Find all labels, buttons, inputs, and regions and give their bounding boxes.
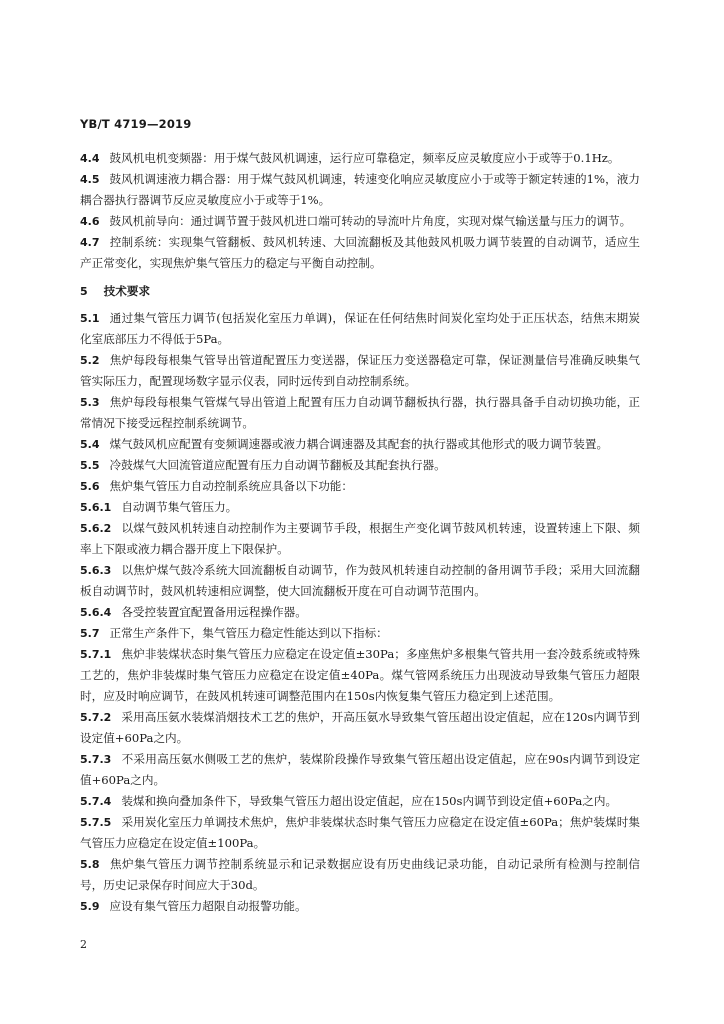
clause-text: 装煤和换向叠加条件下，导致集气管压力超出设定值起，应在150s内调节到设定值+60Pa之内。 xyxy=(121,794,618,808)
clause-number: 4.4 xyxy=(80,152,100,165)
clause-text: 各受控装置宜配置备用远程操作器。 xyxy=(121,605,307,619)
clause-number: 5.2 xyxy=(80,354,100,367)
clause-5-8 xyxy=(80,854,640,896)
clause-text: 冷鼓煤气大回流管道应配置有压力自动调节翻板及其配套执行器。 xyxy=(109,458,446,472)
clause-5-9 xyxy=(80,896,640,917)
clause-number: 5.7 xyxy=(80,627,100,640)
clause-text: 鼓风机电机变频器：用于煤气鼓风机调速，运行应可靠稳定，频率反应灵敏度应小于或等于0.1Hz。 xyxy=(109,151,620,165)
clause-text: 控制系统：实现集气管翻板、鼓风机转速、大回流翻板及其他鼓风机吸力调节装置的自动调节，适应生产正常变化，实现焦炉集气管压力的稳定与平衡自动控制。 xyxy=(80,235,640,270)
clause-5-6-3 xyxy=(80,560,640,602)
clause-text: 鼓风机调速液力耦合器：用于煤气鼓风机调速，转速变化响应灵敏度应小于或等于额定转速的1%，液力耦合器执行器调节反应灵敏度应小于或等于1%。 xyxy=(80,172,640,207)
clause-5-2 xyxy=(80,350,640,392)
clause-4-5 xyxy=(80,169,640,211)
clause-5-6 xyxy=(80,476,640,497)
clause-number: 5.3 xyxy=(80,396,100,409)
clause-4-4 xyxy=(80,148,640,169)
clause-text: 以煤气鼓风机转速自动控制作为主要调节手段，根据生产变化调节鼓风机转速，设置转速上下限、频率上下限或液力耦合器开度上下限保护。 xyxy=(80,521,640,556)
page-body xyxy=(80,148,640,917)
clause-number: 5.6.4 xyxy=(80,606,112,619)
section-title: 技术要求 xyxy=(103,284,151,298)
clause-number: 5.7.2 xyxy=(80,711,112,724)
standard-code-header: YB/T 4719—2019 xyxy=(80,117,192,131)
clause-number: 5.6 xyxy=(80,480,100,493)
clause-text: 采用高压氨水装煤消烟技术工艺的焦炉，开高压氨水导致集气管压超出设定值起，应在120s内调节到设定值+60Pa之内。 xyxy=(80,710,640,745)
clause-5-7-3 xyxy=(80,749,640,791)
section-number: 5 xyxy=(80,285,88,298)
clause-5-7-1 xyxy=(80,644,640,707)
clause-number: 5.4 xyxy=(80,438,100,451)
clause-text: 焦炉每段每根集气管煤气导出管道上配置有压力自动调节翻板执行器，执行器具备手自动切换功能，正常情况下接受远程控制系统调节。 xyxy=(80,395,640,430)
clause-4-6 xyxy=(80,211,640,232)
clause-number: 5.7.5 xyxy=(80,816,112,829)
clause-5-7 xyxy=(80,623,640,644)
clause-5-6-1 xyxy=(80,497,640,518)
clause-text: 焦炉每段每根集气管导出管道配置压力变送器，保证压力变送器稳定可靠，保证测量信号准确反映集气管实际压力，配置现场数字显示仪表，同时远传到自动控制系统。 xyxy=(80,353,640,388)
section-heading xyxy=(80,281,640,302)
clause-5-7-5 xyxy=(80,812,640,854)
clause-text: 焦炉集气管压力自动控制系统应具备以下功能： xyxy=(109,479,353,493)
clause-text: 不采用高压氨水侧吸工艺的焦炉，装煤阶段操作导致集气管压超出设定值起，应在90s内调节到设定值+60Pa之内。 xyxy=(80,752,640,787)
clause-text: 采用炭化室压力单调技术焦炉，焦炉非装煤状态时集气管压力应稳定在设定值±60Pa；焦炉装煤时集气管压力应稳定在设定值±100Pa。 xyxy=(80,815,640,850)
clause-number: 5.6.3 xyxy=(80,564,112,577)
page-number: 2 xyxy=(80,938,87,951)
clause-text: 焦炉非装煤状态时集气管压力应稳定在设定值±30Pa；多座焦炉多根集气管共用一套冷鼓系统或特殊工艺的，焦炉非装煤时集气管压力应稳定在设定值±40Pa。煤气管网系统压力出现波动导致集气管压力超限时，应及时响应调节，在鼓风机转速可调整范围内在150s内恢复集气管压力稳定到上述范围。 xyxy=(80,647,640,703)
clause-text: 正常生产条件下，集气管压力稳定性能达到以下指标： xyxy=(109,626,388,640)
clause-number: 5.6.1 xyxy=(80,501,112,514)
clause-5-7-2 xyxy=(80,707,640,749)
clause-text: 以焦炉煤气鼓冷系统大回流翻板自动调节，作为鼓风机转速自动控制的备用调节手段；采用大回流翻板自动调节时，鼓风机转速相应调整，使大回流翻板开度在可自动调节范围内。 xyxy=(80,563,640,598)
clause-5-3 xyxy=(80,392,640,434)
clause-number: 5.7.4 xyxy=(80,795,112,808)
clause-text: 通过集气管压力调节(包括炭化室压力单调)，保证在任何结焦时间炭化室均处于正压状态，结焦末期炭化室底部压力不得低于5Pa。 xyxy=(80,311,640,346)
clause-number: 5.7.1 xyxy=(80,648,112,661)
clause-number: 5.5 xyxy=(80,459,100,472)
clause-number: 5.1 xyxy=(80,312,100,325)
clause-number: 4.7 xyxy=(80,236,100,249)
clause-5-7-4 xyxy=(80,791,640,812)
clause-number: 4.6 xyxy=(80,215,100,228)
clause-5-6-4 xyxy=(80,602,640,623)
clause-5-1 xyxy=(80,308,640,350)
clause-number: 5.7.3 xyxy=(80,753,112,766)
clause-text: 自动调节集气管压力。 xyxy=(121,500,238,514)
clause-5-5 xyxy=(80,455,640,476)
clause-5-6-2 xyxy=(80,518,640,560)
clause-number: 5.9 xyxy=(80,900,100,913)
clause-text: 焦炉集气管压力调节控制系统显示和记录数据应设有历史曲线记录功能，自动记录所有检测与控制信号，历史记录保存时间应大于30d。 xyxy=(80,857,640,892)
clause-4-7 xyxy=(80,232,640,274)
clause-number: 5.8 xyxy=(80,858,100,871)
clause-number: 5.6.2 xyxy=(80,522,112,535)
clause-text: 煤气鼓风机应配置有变频调速器或液力耦合调速器及其配套的执行器或其他形式的吸力调节装置。 xyxy=(109,437,609,451)
clause-text: 应设有集气管压力超限自动报警功能。 xyxy=(109,899,307,913)
clause-5-4 xyxy=(80,434,640,455)
clause-text: 鼓风机前导向：通过调节置于鼓风机进口端可转动的导流叶片角度，实现对煤气输送量与压力的调节。 xyxy=(109,214,632,228)
clause-number: 4.5 xyxy=(80,173,100,186)
